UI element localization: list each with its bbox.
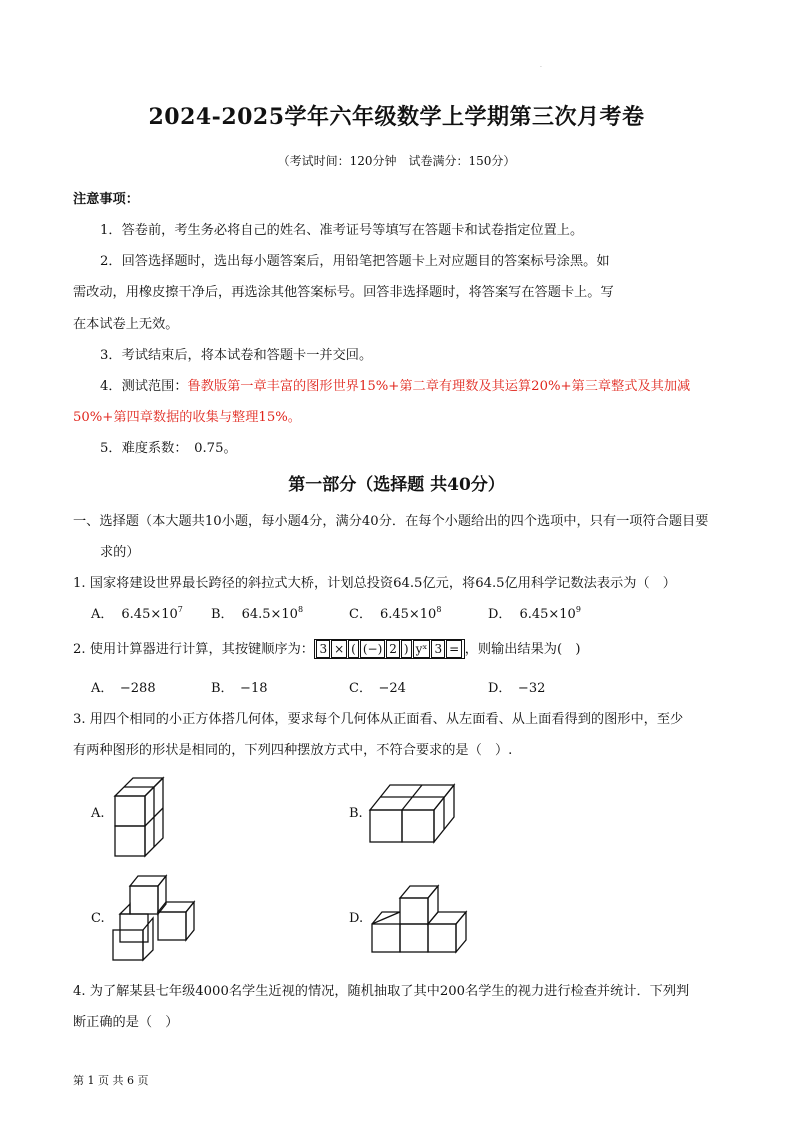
- q1-c-label: C．: [349, 607, 372, 622]
- notice-item-4-range-cont: 50%+第四章数据的收集与整理15%。: [73, 410, 301, 425]
- q1-a-exponent: 7: [177, 605, 183, 614]
- q4-stem-cont: 断正确的是（ ）: [73, 1015, 179, 1030]
- exam-subtitle: （考试时间：120分钟 试卷满分：150分）: [277, 154, 516, 168]
- key-negative: (−): [360, 640, 385, 658]
- stray-dot: .: [540, 62, 542, 69]
- q1-option-a: [91, 603, 183, 622]
- page-footer: 第 1 页 共 6 页: [73, 1074, 149, 1087]
- q1-option-b: [211, 603, 303, 622]
- notice-item-2b: 需改动，用橡皮擦干净后，再选涂其他答案标号。回答非选择题时，将答案写在答题卡上。写: [73, 285, 614, 300]
- notice-item-3: 3．考试结束后，将本试卷和答题卡一并交回。: [100, 348, 373, 363]
- q2-stem-prefix: 2. 使用计算器进行计算，其按键顺序为：: [73, 642, 314, 657]
- key-equals: =: [446, 640, 462, 658]
- key-times: ×: [331, 640, 347, 658]
- notice-item-2a: 2．回答选择题时，选出每小题答案后，用铅笔把答题卡上对应题目的答案标号涂黑。如: [100, 254, 610, 269]
- section-intro-cont: 求的）: [100, 545, 140, 560]
- exam-title: 2024-2025学年六年级数学上学期第三次月考卷: [148, 104, 645, 130]
- q3-stem: 3. 用四个相同的小正方体搭几何体，要求每个几何体从正面看、从左面看、从上面看得到的图形中，至少: [73, 712, 684, 727]
- q1-d-value: 6.45×10: [519, 607, 576, 622]
- q3-figure-d: [368, 880, 478, 955]
- key-open-paren: (: [348, 640, 359, 658]
- q1-b-exponent: 8: [297, 605, 304, 614]
- q3-figure-a: [105, 768, 185, 863]
- key-close-paren: ): [401, 640, 412, 658]
- q1-option-c: [349, 603, 441, 622]
- q2-option-a: A． −288: [91, 681, 156, 696]
- q1-c-exponent: 8: [436, 605, 442, 614]
- notice-item-4-prefix: 4．测试范围：: [100, 379, 188, 394]
- notice-item-5: 5．难度系数： 0.75。: [100, 441, 237, 456]
- q2-option-c: C． −24: [349, 681, 406, 696]
- key-3b: 3: [431, 640, 445, 658]
- q3-figure-d-cubes: [372, 886, 466, 952]
- q1-d-exponent: 9: [575, 605, 581, 614]
- q1-b-value: 64.5×10: [241, 607, 298, 622]
- q1-option-d: [488, 603, 581, 622]
- q1-d-label: D．: [488, 607, 512, 622]
- q3-figure-a-cubes: [115, 778, 163, 856]
- q4-stem: 4. 为了解某县七年级4000名学生近视的情况，随机抽取了其中200名学生的视力进行检查并统计．下列判: [73, 984, 690, 999]
- q3-figure-c: [108, 872, 203, 964]
- notice-item-4-range: 鲁教版第一章丰富的图形世界15%+第二章有理数及其运算20%+第三章整式及其加减: [187, 379, 691, 394]
- calculator-key-sequence: [314, 639, 465, 659]
- q3-figure-c-cubes: [113, 876, 194, 960]
- q3-figure-b-cubes: [370, 785, 454, 842]
- q1-a-value: 6.45×10: [121, 607, 178, 622]
- q3-option-b-label: B.: [349, 806, 363, 821]
- q3-option-c-label: C.: [91, 911, 105, 926]
- section-intro: 一、选择题（本大题共10小题，每小题4分，满分40分．在每个小题给出的四个选项中，只有一项符合题目要: [73, 514, 709, 529]
- q1-b-label: B．: [211, 607, 234, 622]
- section-title: 第一部分（选择题 共40分）: [288, 475, 505, 495]
- q2-stem-suffix: ，则输出结果为( ): [464, 642, 581, 657]
- notice-heading: 注意事项：: [73, 192, 139, 207]
- q3-figure-b: [365, 780, 475, 850]
- notice-item-1: 1．答卷前，考生务必将自己的姓名、准考证号等填写在答题卡和试卷指定位置上。: [100, 223, 584, 238]
- key-2: 2: [386, 640, 400, 658]
- q1-c-value: 6.45×10: [379, 607, 437, 622]
- q2-option-b: B． −18: [211, 681, 268, 696]
- key-power: yˣ: [413, 640, 431, 658]
- q2-option-d: D． −32: [488, 681, 546, 696]
- notice-item-4: [100, 375, 690, 394]
- q1-a-label: A．: [91, 607, 114, 622]
- q1-stem: 1. 国家将建设世界最长跨径的斜拉式大桥，计划总投资64.5亿元，将64.5亿用科学记数法表示为（ ）: [73, 576, 676, 591]
- q3-option-d-label: D.: [349, 911, 364, 926]
- notice-item-2c: 在本试卷上无效。: [73, 317, 179, 332]
- key-3: 3: [316, 640, 330, 658]
- q2-stem: [73, 638, 580, 659]
- q3-stem-cont: 有两种图形的形状是相同的，下列四种摆放方式中，不符合要求的是（ ）.: [73, 743, 513, 758]
- q3-option-a-label: A.: [91, 806, 105, 821]
